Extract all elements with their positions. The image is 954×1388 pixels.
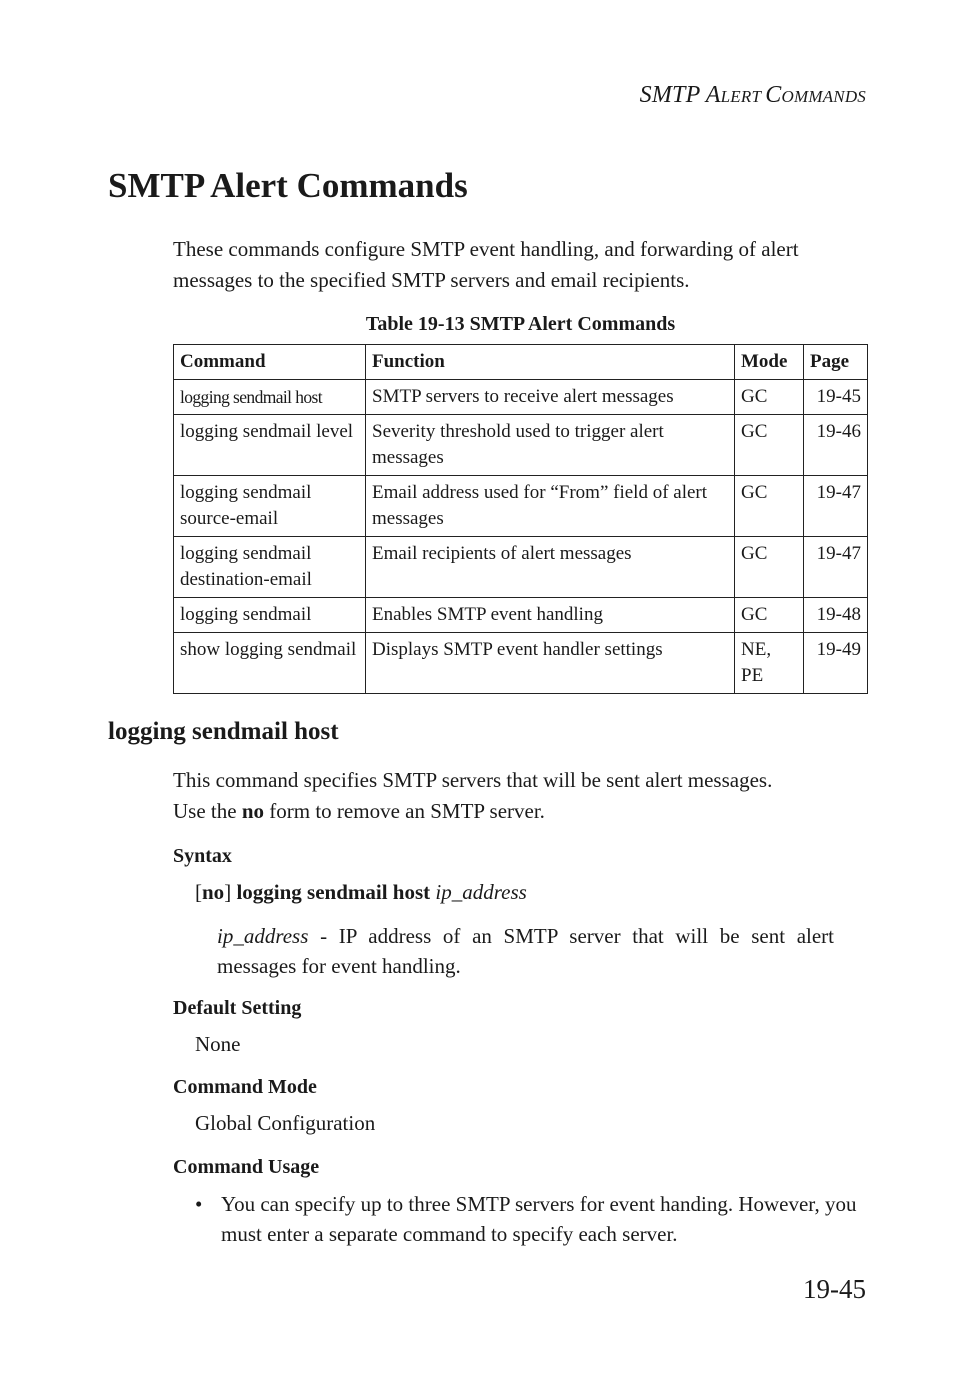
syntax-no: no (202, 880, 225, 904)
command-cell: logging sendmail host (174, 380, 366, 415)
running-head-part: LERT (720, 87, 766, 106)
mode-cell: GC (735, 415, 804, 476)
table-row (174, 380, 868, 415)
table-header-row (174, 345, 868, 380)
page-cell: 19-45 (804, 380, 868, 415)
command-cell: logging sendmail level (174, 415, 366, 476)
running-head-part: C (765, 82, 782, 108)
mode-cell: NE, PE (735, 633, 804, 694)
column-header: Mode (735, 345, 804, 380)
desc-line-2-pre: Use the (173, 799, 242, 823)
table-row (174, 598, 868, 633)
parameter-text: - IP address of an SMTP server that will be sent alert messages for event handling. (217, 924, 834, 978)
table-caption: Table 19-13 SMTP Alert Commands (365, 313, 676, 335)
function-cell: Email address used for “From” field of alert messages (366, 476, 735, 537)
table-row (174, 415, 868, 476)
desc-line-1: This command specifies SMTP servers that will be sent alert messages. (173, 768, 773, 792)
command-mode-value: Global Configuration (195, 1111, 376, 1135)
page-cell: 19-48 (804, 598, 868, 633)
column-header: Function (366, 345, 735, 380)
desc-line-2-post: form to remove an SMTP server. (264, 799, 545, 823)
function-cell: Email recipients of alert messages (366, 537, 735, 598)
table-row (174, 537, 868, 598)
command-cell: logging sendmail destination-email (174, 537, 366, 598)
syntax-line (195, 880, 527, 905)
command-cell: logging sendmail (174, 598, 366, 633)
section-description (173, 765, 873, 827)
syntax-argument: ip_address (435, 880, 527, 904)
page-title: SMTP Alert Commands (108, 166, 468, 205)
function-cell: Enables SMTP event handling (366, 598, 735, 633)
table-row (174, 476, 868, 537)
command-mode-heading: Command Mode (173, 1076, 317, 1098)
column-header: Page (804, 345, 868, 380)
parameter-description (217, 921, 834, 981)
default-setting-heading: Default Setting (173, 997, 302, 1019)
bullet-icon: • (195, 1192, 203, 1216)
running-head-part: SMTP (639, 82, 706, 108)
command-usage-heading: Command Usage (173, 1156, 320, 1178)
table-row (174, 633, 868, 694)
function-cell: SMTP servers to receive alert messages (366, 380, 735, 415)
running-head-part: OMMANDS (781, 87, 866, 106)
no-keyword: no (241, 799, 265, 823)
usage-bullet-text: You can specify up to three SMTP servers for event handing. However, you must enter a separate command to specify each server. (221, 1192, 857, 1246)
mode-cell: GC (735, 476, 804, 537)
syntax-bracket-close: ] (224, 880, 237, 904)
mode-cell: GC (735, 380, 804, 415)
syntax-heading: Syntax (173, 845, 232, 867)
function-cell: Displays SMTP event handler settings (366, 633, 735, 694)
column-header: Command (174, 345, 366, 380)
mode-cell: GC (735, 598, 804, 633)
function-cell: Severity threshold used to trigger alert messages (366, 415, 735, 476)
running-header (640, 82, 866, 109)
page-cell: 19-47 (804, 476, 868, 537)
usage-bullet-item (195, 1189, 875, 1249)
mode-cell: GC (735, 537, 804, 598)
parameter-name: ip_address (217, 924, 309, 948)
page-number: 19-45 (803, 1274, 866, 1304)
page-cell: 19-49 (804, 633, 868, 694)
default-setting-value: None (195, 1032, 241, 1056)
syntax-bracket-open: [ (195, 880, 202, 904)
syntax-command: logging sendmail host (236, 880, 431, 904)
page-cell: 19-46 (804, 415, 868, 476)
intro-paragraph: These commands configure SMTP event handling, and forwarding of alert messages to the specified SMTP servers and email recipients. (173, 237, 799, 292)
section-heading: logging sendmail host (108, 718, 339, 745)
running-head-part: A (705, 82, 721, 108)
commands-table (173, 344, 868, 694)
command-cell: logging sendmail source-email (174, 476, 366, 537)
command-cell: show logging sendmail (174, 633, 366, 694)
page-cell: 19-47 (804, 537, 868, 598)
